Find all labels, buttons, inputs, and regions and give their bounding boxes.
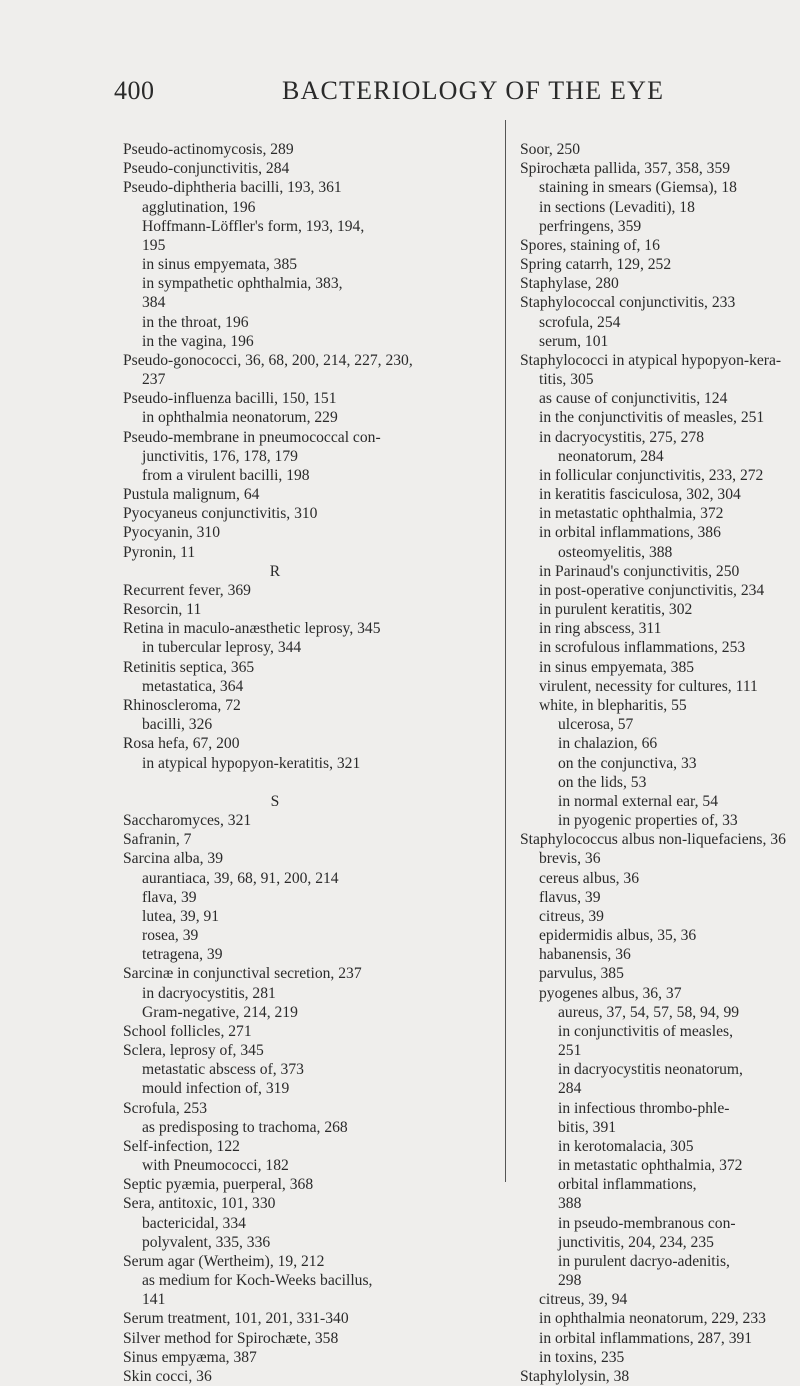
index-subentry: epidermidis albus, 35, 36 bbox=[539, 927, 697, 945]
index-subentry: in sinus empyemata, 385 bbox=[142, 256, 298, 274]
index-entry: Rhinoscleroma, 72 bbox=[123, 696, 241, 714]
index-entry: Soor, 250 bbox=[520, 141, 581, 158]
index-subentry: 141 bbox=[142, 1291, 166, 1309]
index-entry: Pseudo-actinomycosis, 289 bbox=[123, 141, 294, 158]
index-entry: Self-infection, 122 bbox=[123, 1137, 240, 1155]
index-subentry: in the conjunctivitis of measles, 251 bbox=[539, 409, 765, 427]
index-subentry: in the vagina, 196 bbox=[142, 332, 254, 350]
index-subentry: 384 bbox=[142, 294, 166, 312]
index-subentry: in dacryocystitis, 281 bbox=[142, 984, 276, 1002]
index-subentry: in conjunctivitis of measles, bbox=[558, 1022, 733, 1040]
index-subentry: 298 bbox=[558, 1272, 582, 1290]
index-subentry: tetragena, 39 bbox=[142, 946, 223, 964]
index-subentry: in dacryocystitis neonatorum, bbox=[558, 1061, 743, 1079]
section-letter: S bbox=[270, 792, 280, 810]
page-header bbox=[0, 76, 800, 116]
index-subentry: 388 bbox=[558, 1195, 582, 1213]
index-entry: Septic pyæmia, puerperal, 368 bbox=[123, 1176, 314, 1194]
index-entry: Retina in maculo-anæsthetic leprosy, 345 bbox=[123, 620, 381, 638]
index-entry: Spores, staining of, 16 bbox=[520, 236, 660, 254]
index-subentry: perfringens, 359 bbox=[539, 217, 642, 235]
index-subentry: titis, 305 bbox=[539, 371, 594, 389]
index-entry: Retinitis septica, 365 bbox=[123, 658, 255, 676]
index-subentry: in chalazion, 66 bbox=[558, 735, 658, 753]
index-subentry: in Parinaud's conjunctivitis, 250 bbox=[539, 562, 740, 580]
index-subentry: in ophthalmia neonatorum, 229, 233 bbox=[539, 1310, 766, 1328]
index-subentry: as predisposing to trachoma, 268 bbox=[142, 1118, 348, 1136]
index-entry: Serum treatment, 101, 201, 331-340 bbox=[123, 1310, 349, 1328]
index-subentry: with Pneumococci, 182 bbox=[142, 1157, 289, 1175]
index-subentry: in post-operative conjunctivitis, 234 bbox=[539, 581, 765, 599]
column-divider bbox=[505, 120, 506, 1182]
index-subentry: bitis, 391 bbox=[558, 1118, 617, 1136]
index-subentry: in orbital inflammations, 287, 391 bbox=[539, 1329, 753, 1347]
index-entry: Staphylococci in atypical hypopyon-kera- bbox=[520, 351, 782, 369]
index-subentry: lutea, 39, 91 bbox=[142, 907, 220, 925]
index-subentry: in toxins, 235 bbox=[539, 1348, 625, 1366]
index-entry: Resorcin, 11 bbox=[123, 601, 202, 619]
index-entry: Serum agar (Wertheim), 19, 212 bbox=[123, 1252, 325, 1270]
index-subentry: pyogenes albus, 36, 37 bbox=[539, 984, 682, 1002]
index-subentry: orbital inflammations, bbox=[558, 1176, 697, 1194]
index-subentry: on the lids, 53 bbox=[558, 773, 647, 791]
index-subentry: cereus albus, 36 bbox=[539, 869, 640, 887]
index-entry: School follicles, 271 bbox=[123, 1022, 252, 1040]
index-subentry: 237 bbox=[142, 371, 166, 389]
index-subentry: 251 bbox=[558, 1042, 582, 1060]
index-entry: Spring catarrh, 129, 252 bbox=[520, 256, 672, 274]
index-subentry: in purulent dacryo-adenitis, bbox=[558, 1252, 730, 1270]
index-subentry: as medium for Koch-Weeks bacillus, bbox=[142, 1272, 373, 1290]
index-subentry: in follicular conjunctivitis, 233, 272 bbox=[539, 466, 764, 484]
index-subentry: junctivitis, 176, 178, 179 bbox=[142, 447, 298, 465]
index-subentry: in normal external ear, 54 bbox=[558, 792, 719, 810]
index-subentry: in ring abscess, 311 bbox=[539, 620, 662, 638]
index-entry: Scrofula, 253 bbox=[123, 1099, 208, 1117]
index-entry: Spirochæta pallida, 357, 358, 359 bbox=[520, 160, 731, 178]
index-subentry: in the throat, 196 bbox=[142, 313, 249, 331]
index-subentry: virulent, necessity for cultures, 111 bbox=[539, 677, 758, 695]
index-subentry: flava, 39 bbox=[142, 888, 197, 906]
index-subentry: mould infection of, 319 bbox=[142, 1080, 290, 1098]
index-column-left bbox=[123, 140, 497, 1386]
index-entry: Saccharomyces, 321 bbox=[123, 812, 252, 830]
index-subentry: on the conjunctiva, 33 bbox=[558, 754, 697, 772]
index-subentry: metastatica, 364 bbox=[142, 677, 244, 695]
page-number: 400 bbox=[114, 76, 155, 105]
index-entry: Pustula malignum, 64 bbox=[123, 486, 260, 504]
index-entry: Sera, antitoxic, 101, 330 bbox=[123, 1195, 276, 1213]
index-subentry: Hoffmann-Löffler's form, 193, 194, bbox=[142, 217, 365, 235]
index-subentry: aurantiaca, 39, 68, 91, 200, 214 bbox=[142, 869, 339, 887]
index-entry: Pseudo-influenza bacilli, 150, 151 bbox=[123, 390, 337, 408]
index-subentry: rosea, 39 bbox=[142, 927, 199, 945]
index-entry: Rosa hefa, 67, 200 bbox=[123, 735, 240, 753]
index-subentry: bactericidal, 334 bbox=[142, 1214, 246, 1232]
index-entry: Pyronin, 11 bbox=[123, 543, 196, 561]
index-entry: Pseudo-membrane in pneumococcal con- bbox=[123, 428, 381, 446]
index-subentry: polyvalent, 335, 336 bbox=[142, 1233, 271, 1251]
section-letter: R bbox=[269, 562, 281, 580]
index-entry: Staphylolysin, 38 bbox=[520, 1368, 630, 1385]
index-entry: Pyocyanin, 310 bbox=[123, 524, 221, 542]
index-subentry: aureus, 37, 54, 57, 58, 94, 99 bbox=[558, 1003, 740, 1021]
index-subentry: ulcerosa, 57 bbox=[558, 716, 634, 734]
index-subentry: parvulus, 385 bbox=[539, 965, 624, 983]
index-entry: Sarcina alba, 39 bbox=[123, 850, 224, 868]
index-subentry: in purulent keratitis, 302 bbox=[539, 601, 693, 619]
index-subentry: 284 bbox=[558, 1080, 582, 1098]
index-subentry: scrofula, 254 bbox=[539, 313, 621, 331]
index-subentry: in keratitis fasciculosa, 302, 304 bbox=[539, 486, 741, 504]
index-entry: Staphylase, 280 bbox=[520, 275, 619, 293]
index-entry: Staphylococcus albus non-liquefaciens, 36 bbox=[520, 831, 786, 849]
index-entry: Staphylococcal conjunctivitis, 233 bbox=[520, 294, 736, 312]
index-subentry: in infectious thrombo-phle- bbox=[558, 1099, 730, 1117]
index-entry: Pyocyaneus conjunctivitis, 310 bbox=[123, 505, 318, 523]
index-subentry: from a virulent bacilli, 198 bbox=[142, 466, 310, 484]
index-subentry: brevis, 36 bbox=[539, 850, 601, 868]
running-head: BACTERIOLOGY OF THE EYE bbox=[282, 76, 665, 105]
blank-line bbox=[123, 773, 497, 792]
index-subentry: in sections (Levaditi), 18 bbox=[539, 198, 695, 216]
index-entry: Pseudo-diphtheria bacilli, 193, 361 bbox=[123, 179, 342, 197]
index-subentry: metastatic abscess of, 373 bbox=[142, 1061, 304, 1079]
index-entry: Silver method for Spirochæte, 358 bbox=[123, 1329, 339, 1347]
index-subentry: Gram-negative, 214, 219 bbox=[142, 1003, 298, 1021]
index-subentry: habanensis, 36 bbox=[539, 946, 631, 964]
index-entry: Pseudo-conjunctivitis, 284 bbox=[123, 160, 290, 178]
index-subentry: flavus, 39 bbox=[539, 888, 601, 906]
index-subentry: in kerotomalacia, 305 bbox=[558, 1137, 694, 1155]
index-subentry: in sinus empyemata, 385 bbox=[539, 658, 695, 676]
index-entry: Sclera, leprosy of, 345 bbox=[123, 1042, 264, 1060]
index-subentry: junctivitis, 204, 234, 235 bbox=[558, 1233, 714, 1251]
index-subentry: citreus, 39, 94 bbox=[539, 1291, 628, 1309]
index-entry: Pseudo-gonococci, 36, 68, 200, 214, 227, 230, bbox=[123, 351, 413, 369]
index-subentry: in ophthalmia neonatorum, 229 bbox=[142, 409, 338, 427]
index-subentry: citreus, 39 bbox=[539, 907, 604, 925]
index-entry: Recurrent fever, 369 bbox=[123, 581, 251, 599]
index-subentry: serum, 101 bbox=[539, 332, 609, 350]
index-subentry: in sympathetic ophthalmia, 383, bbox=[142, 275, 343, 293]
index-subentry: in metastatic ophthalmia, 372 bbox=[558, 1157, 743, 1175]
index-entry: Skin cocci, 36 bbox=[123, 1368, 212, 1385]
index-subentry: bacilli, 326 bbox=[142, 716, 213, 734]
index-entry: Sarcinæ in conjunctival secretion, 237 bbox=[123, 965, 362, 983]
index-subentry: in pyogenic properties of, 33 bbox=[558, 812, 738, 830]
index-subentry: in scrofulous inflammations, 253 bbox=[539, 639, 746, 657]
index-subentry: in orbital inflammations, 386 bbox=[539, 524, 721, 542]
index-subentry: in dacryocystitis, 275, 278 bbox=[539, 428, 705, 446]
index-subentry: osteomyelitis, 388 bbox=[558, 543, 673, 561]
index-subentry: neonatorum, 284 bbox=[558, 447, 664, 465]
index-subentry: agglutination, 196 bbox=[142, 198, 256, 216]
index-entry: Safranin, 7 bbox=[123, 831, 192, 849]
index-entry: Sinus empyæma, 387 bbox=[123, 1348, 257, 1366]
index-column-right bbox=[520, 140, 800, 1386]
index-subentry: white, in blepharitis, 55 bbox=[539, 696, 687, 714]
index-subentry: in metastatic ophthalmia, 372 bbox=[539, 505, 724, 523]
index-subentry: staining in smears (Giemsa), 18 bbox=[539, 179, 737, 197]
index-subentry: in atypical hypopyon-keratitis, 321 bbox=[142, 754, 361, 772]
index-subentry: 195 bbox=[142, 236, 166, 254]
index-subentry: in tubercular leprosy, 344 bbox=[142, 639, 302, 657]
index-subentry: in pseudo-membranous con- bbox=[558, 1214, 736, 1232]
index-subentry: as cause of conjunctivitis, 124 bbox=[539, 390, 728, 408]
